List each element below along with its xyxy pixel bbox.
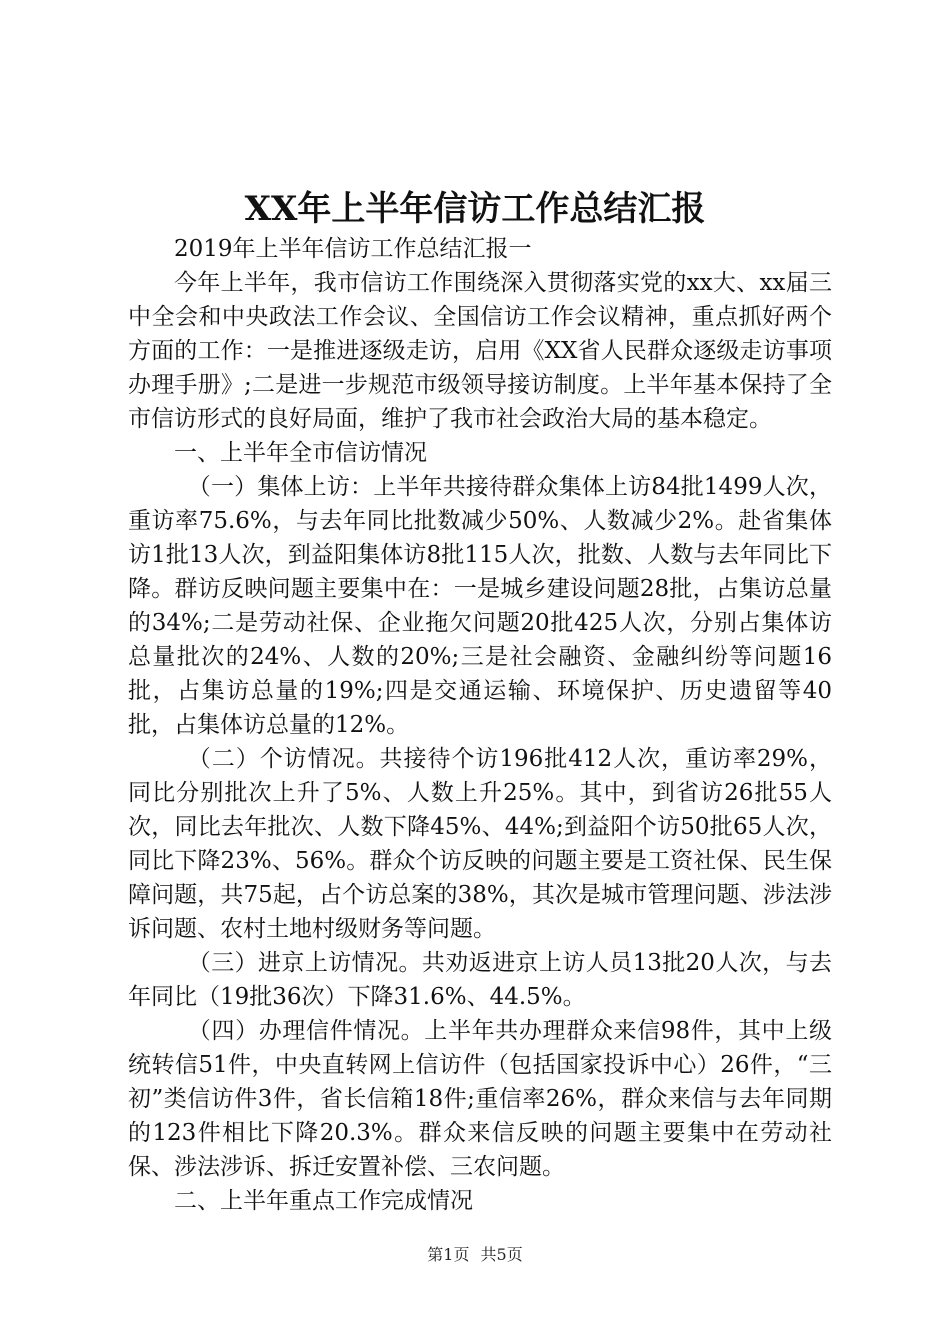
- page-footer: [0, 1243, 950, 1267]
- paragraph-individual-visits: （二）个访情况。共接待个访196批412人次，重访率29%，同比分别批次上升了5%、人数上升25%。其中，到省访26批55人次，同比去年批次、人数下降45%、44%;到益阳个访50批65人次，同比下降23%、56%。群众个访反映的问题主要是工资社保、民生保障问题，共75起，占个访总案的38%，其次是城市管理问题、涉法涉诉问题、农村土地村级财务等问题。: [128, 746, 832, 942]
- paragraph-intro: 今年上半年，我市信访工作围绕深入贯彻落实党的xx大、xx届三中全会和中央政法工作会议、全国信访工作会议精神，重点抓好两个方面的工作：一是推进逐级走访，启用《XX省人民群众逐级走访事项办理手册》;二是进一步规范市级领导接访制度。上半年基本保持了全市信访形式的良好局面，维护了我市社会政治大局的基本稳定。: [128, 270, 832, 432]
- paragraph-subtitle: 2019年上半年信访工作总结汇报一: [174, 236, 532, 262]
- paragraph-beijing-visits: （三）进京上访情况。共劝返进京上访人员13批20人次，与去年同比（19批36次）下降31.6%、44.5%。: [128, 950, 832, 1010]
- page-total: 共5页: [480, 1245, 523, 1264]
- document-title: XX年上半年信访工作总结汇报: [244, 189, 706, 229]
- section-heading-1: 一、上半年全市信访情况: [174, 440, 427, 466]
- document-body: [128, 232, 832, 1218]
- page-number: 第1页: [427, 1245, 470, 1264]
- paragraph-letters: （四）办理信件情况。上半年共办理群众来信98件，其中上级统转信51件，中央直转网上信访件（包括国家投诉中心）26件，“三初”类信访件3件，省长信箱18件;重信率26%，群众来信与去年同期的123件相比下降20.3%。群众来信反映的问题主要集中在劳动社保、涉法涉诉、拆迁安置补偿、三农问题。: [128, 1018, 832, 1180]
- section-heading-2: 二、上半年重点工作完成情况: [174, 1188, 473, 1214]
- paragraph-collective-visits: （一）集体上访：上半年共接待群众集体上访84批1499人次，重访率75.6%，与去年同比批数减少50%、人数减少2%。赴省集体访1批13人次，到益阳集体访8批115人次，批数、人数与去年同比下降。群访反映问题主要集中在：一是城乡建设问题28批，占集访总量的34%;二是劳动社保、企业拖欠问题20批425人次，分别占集体访总量批次的24%、人数的20%;三是社会融资、金融纠纷等问题16批，占集访总量的19%;四是交通运输、环境保护、历史遗留等40批，占集体访总量的12%。: [128, 474, 832, 738]
